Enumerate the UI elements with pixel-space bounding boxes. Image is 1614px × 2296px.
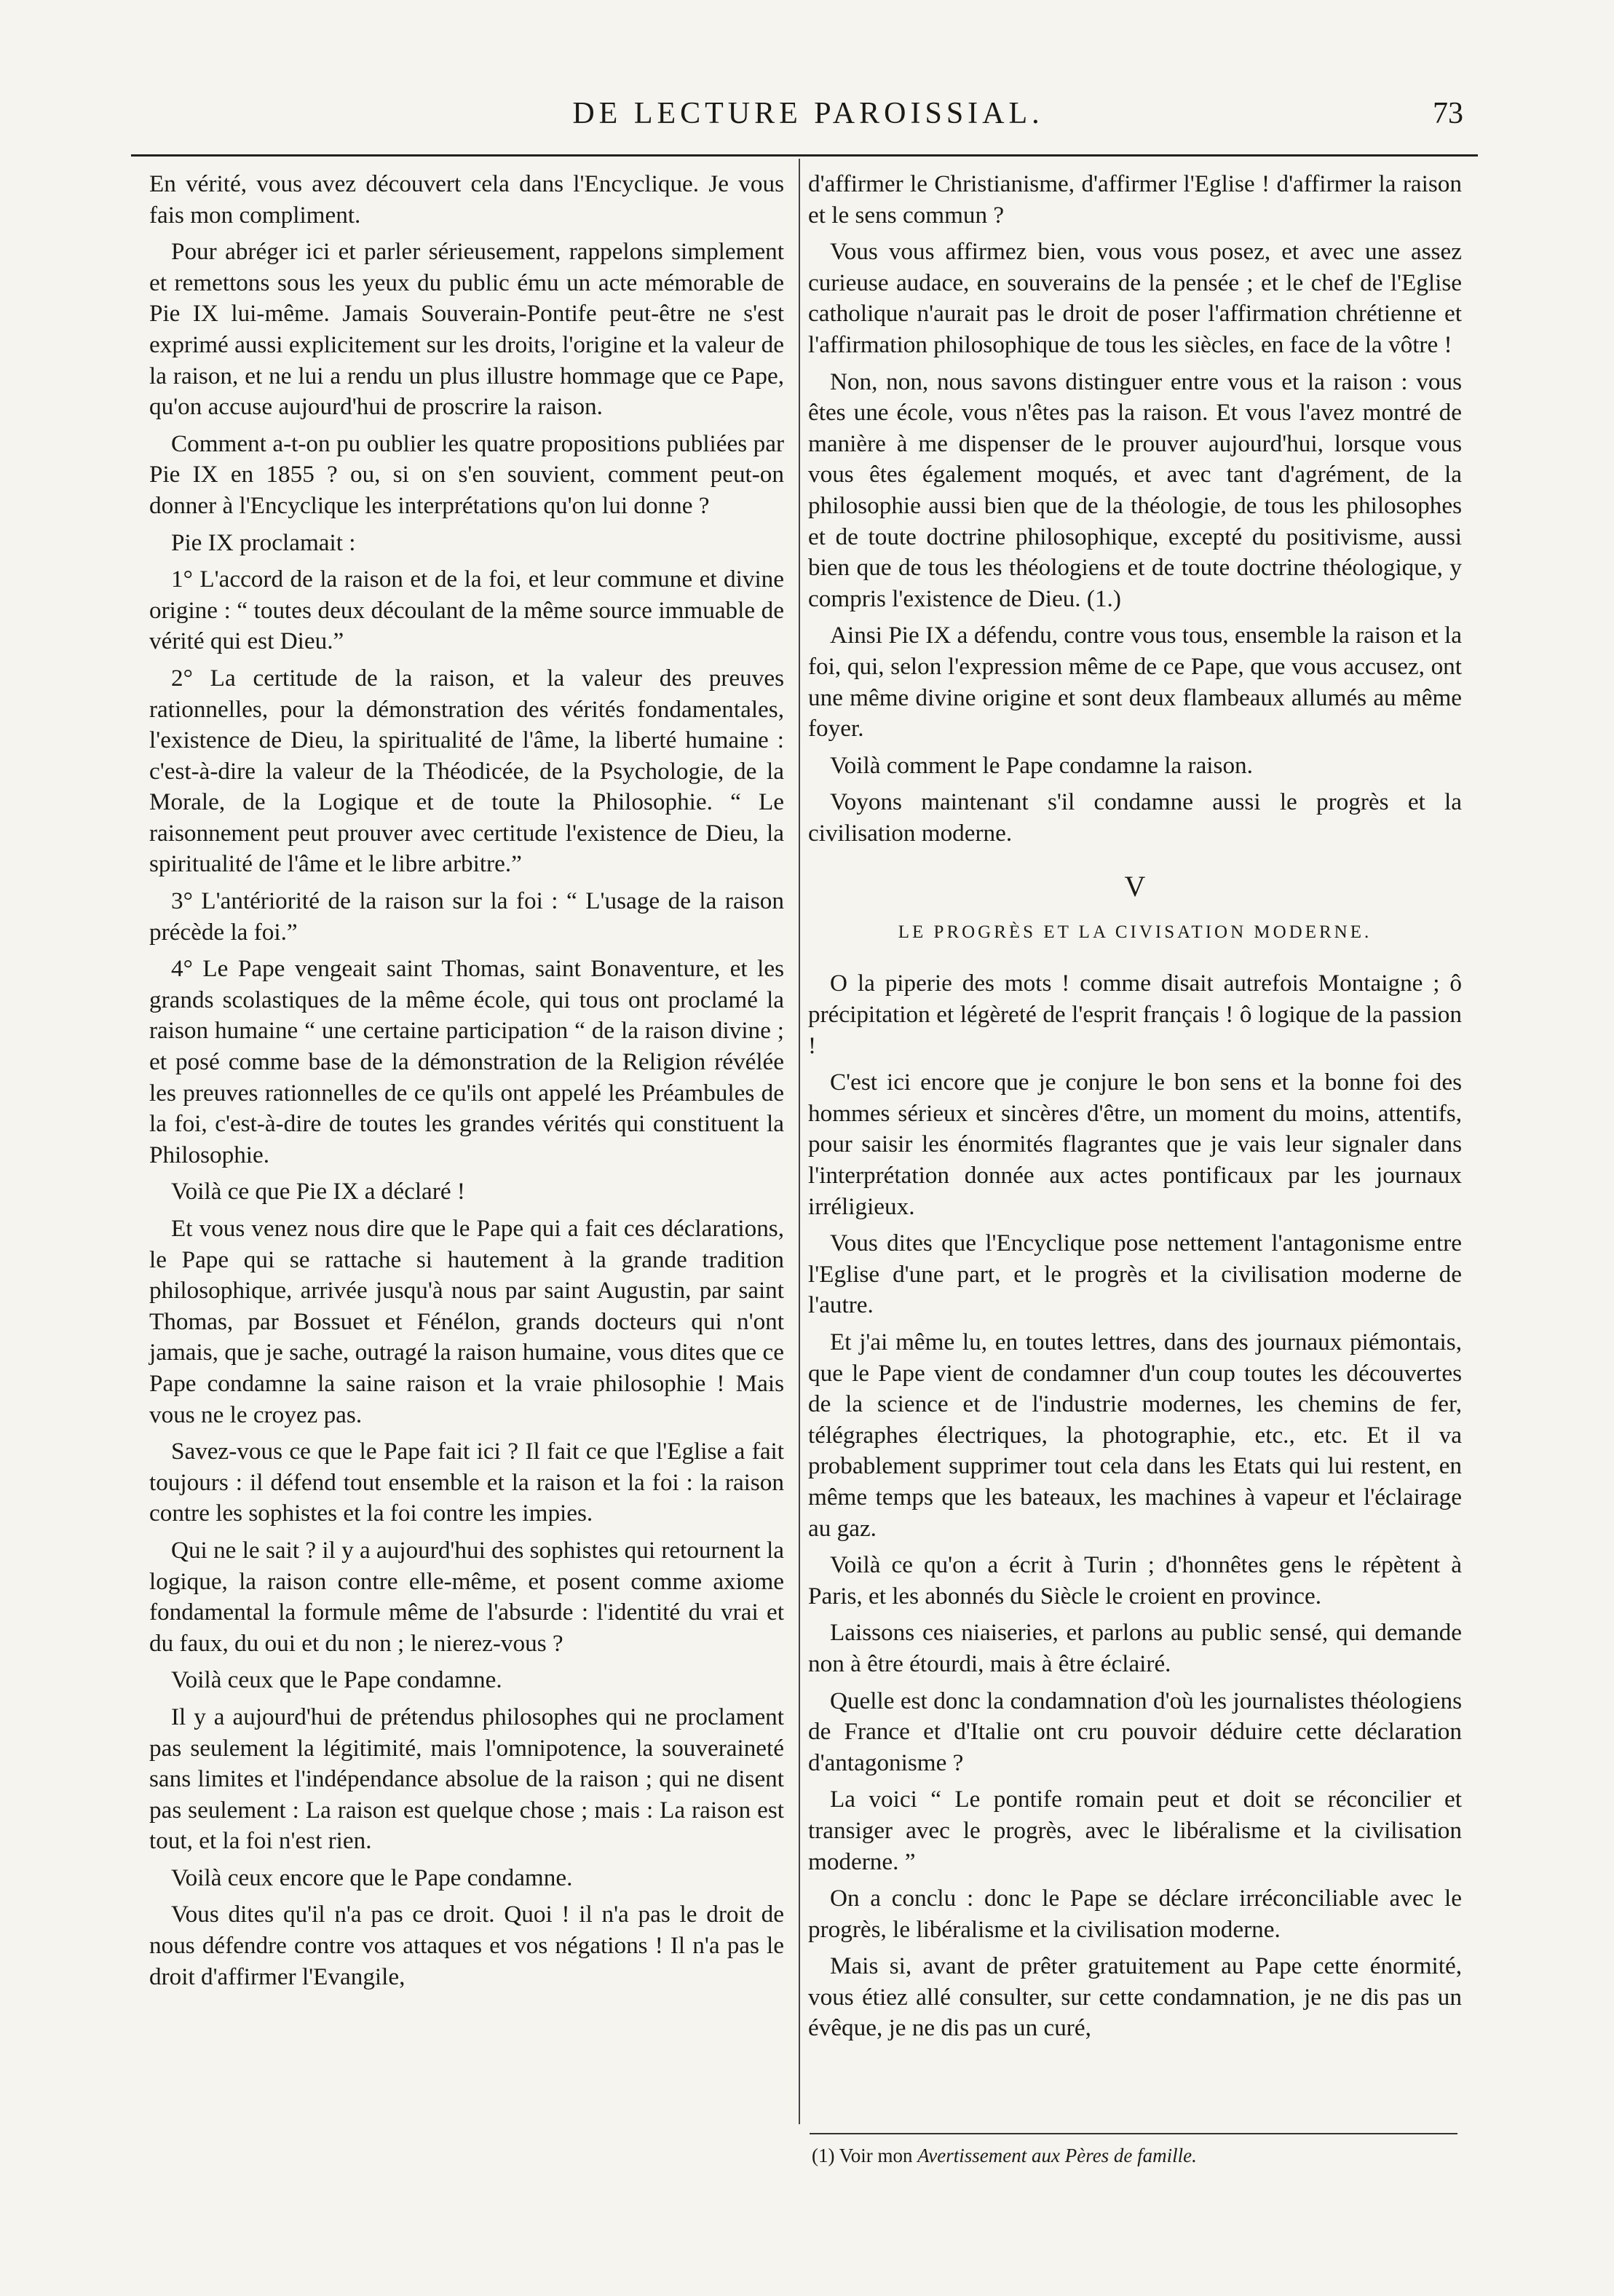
paragraph: Mais si, avant de prêter gratuitement au Pape cette énormité, vous étiez allé consulter, sur cette condamnation, je ne dis pas un évêque, je ne dis pas un curé, (808, 1952, 1462, 2042)
paragraph: Voilà ceux encore que le Pape condamne. (171, 1864, 573, 1891)
paragraph: 2° La certitude de la raison, et la valeur des preuves rationnelles, pour la démonstration des vérités fondamentales, l'existence de Dieu, la spiritualité de l'âme, la liberté humaine : c'est-à-dire la valeur de la Théodicée, de la Psychologie, de la Morale, de la Logique et de toute la Philosophie. “ Le raisonnement peut prouver avec certitude l'existence de Dieu, la spiritualité de l'âme et le libre arbitre.” (149, 664, 784, 878)
paragraph: Ainsi Pie IX a défendu, contre vous tous, ensemble la raison et la foi, qui, selon l'expression même de ce Pape, que vous accusez, ont une même divine origine et sont deux flambeaux allumés au même foyer. (808, 622, 1462, 743)
paragraph: 1° L'accord de la raison et de la foi, et leur commune et divine origine : “ toutes deux découlant de la même source immuable de vérité qui est Dieu.” (149, 566, 784, 655)
paragraph: Pie IX proclamait : (171, 529, 356, 556)
column-divider (799, 159, 800, 2124)
running-head (138, 86, 1478, 144)
left-column (149, 169, 784, 1998)
header-rule (131, 154, 1478, 157)
paragraph: Qui ne le sait ? il y a aujourd'hui des sophistes qui retournent la logique, la raison contre elle-même, et posent comme axiome fondamental la formule même de l'absurde : l'identité du vrai et du faux, du oui et du non ; le nierez-vous ? (149, 1536, 784, 1657)
footnote-title: Avertissement aux Pères de famille. (917, 2145, 1197, 2166)
paragraph: Quelle est donc la condamnation d'où les journalistes théologiens de France et d'Italie ont cru pouvoir déduire cette déclaration d'antagonisme ? (808, 1687, 1462, 1776)
paragraph: Voilà ce que Pie IX a déclaré ! (171, 1178, 465, 1206)
paragraph: Voilà comment le Pape condamne la raison. (830, 751, 1253, 779)
paragraph: En vérité, vous avez découvert cela dans l'Encyclique. Je vous fais mon compliment. (149, 170, 784, 229)
paragraph: Comment a-t-on pu oublier les quatre propositions publiées par Pie IX en 1855 ? ou, si on s'en souvient, comment peut-on donner à l'Encyclique les interprétations qu'on lui donne ? (149, 429, 784, 519)
paragraph: 4° Le Pape vengeait saint Thomas, saint Bonaventure, et les grands scolastiques de la même école, qui tous ont proclamé la raison humaine “ une certaine participation “ de la raison divine ; et posé comme base de la démonstration de la Religion révélée les preuves rationnelles de ce qu'ils ont appelé les Préambules de la foi, c'est-à-dire de toutes les grandes vérités qui constituent la Philosophie. (149, 955, 784, 1168)
left-paragraphs (149, 169, 784, 1992)
paragraph: Laissons ces niaiseries, et parlons au public sensé, qui demande non à être étourdi, mais à être éclairé. (808, 1619, 1462, 1677)
paragraph: d'affirmer le Christianisme, d'affirmer l'Eglise ! d'affirmer la raison et le sens commun ? (808, 170, 1462, 229)
paragraph: Vous dites que l'Encyclique pose nettement l'antagonisme entre l'Eglise d'une part, et le progrès et la civilisation moderne de l'autre. (808, 1230, 1462, 1319)
paragraph: Savez-vous ce que le Pape fait ici ? Il fait ce que l'Eglise a fait toujours : il défend tout ensemble et la raison et la foi : la raison contre les sophistes et la foi contre les impies. (149, 1438, 784, 1527)
footnote-rule (810, 2133, 1457, 2134)
paragraph: Pour abréger ici et parler sérieusement, rappelons simplement et remettons sous les yeux du public ému un acte mémorable de Pie IX lui-même. Jamais Souverain-Pontife peut-être ne s'est exprimé aussi explicitement sur les droits, l'origine et la valeur de la raison, et ne lui a rendu un plus illustre hommage que ce Pape, qu'on accuse aujourd'hui de proscrire la raison. (149, 238, 784, 421)
paragraph: O la piperie des mots ! comme disait autrefois Montaigne ; ô précipitation et légèreté de l'esprit français ! ô logique de la passion ! (808, 970, 1462, 1059)
paragraph: On a conclu : donc le Pape se déclare irréconciliable avec le progrès, le libéralisme et la civilisation moderne. (808, 1885, 1462, 1943)
section-title: LE PROGRÈS ET LA CIVISATION MODERNE. (898, 922, 1372, 943)
running-title: DE LECTURE PAROISSIAL. (572, 97, 1044, 130)
paragraph: La voici “ Le pontife romain peut et doit se réconcilier et transiger avec le progrès, avec le libéralisme et la civilisation moderne. ” (808, 1786, 1462, 1875)
paragraph: Voyons maintenant s'il condamne aussi le progrès et la civilisation moderne. (808, 788, 1462, 847)
paragraph: Voilà ce qu'on a écrit à Turin ; d'honnêtes gens le répètent à Paris, et les abonnés du Siècle le croient en province. (808, 1551, 1462, 1610)
paragraph: Vous vous affirmez bien, vous vous posez, et avec une assez curieuse audace, en souverains de la pensée ; et le chef de l'Eglise catholique n'aurait pas le droit de poser l'affirmation chrétienne et l'affirmation philosophique de tous les siècles, en face de la vôtre ! (808, 238, 1462, 358)
right-column (808, 169, 1462, 2050)
paragraph: Il y a aujourd'hui de prétendus philosophes qui ne proclament pas seulement la légitimité, mais l'omnipotence, la souveraineté sans limites et l'indépendance absolue de la raison ; qui ne disent pas seulement : La raison est quelque chose ; mais : La raison est tout, et la foi n'est rien. (149, 1703, 784, 1855)
paragraph: 3° L'antériorité de la raison sur la foi : “ L'usage de la raison précède la foi.” (149, 887, 784, 946)
footnote (812, 2143, 1460, 2168)
section-numeral: V (1124, 870, 1146, 903)
paragraph: Vous dites qu'il n'a pas ce droit. Quoi ! il n'a pas le droit de nous défendre contre vos attaques et vos négations ! Il n'a pas le droit d'affirmer l'Evangile, (149, 1901, 784, 1990)
paragraph: Voilà ceux que le Pape condamne. (171, 1666, 502, 1694)
right-paragraphs-bottom (808, 968, 1462, 2044)
paragraph: C'est ici encore que je conjure le bon sens et la bonne foi des hommes sérieux et sincères d'être, un moment du moins, attentifs, pour saisir les énormités flagrantes que je vais leur signaler dans l'interprétation donnée aux actes pontificaux par les journaux irréligieux. (808, 1069, 1462, 1220)
paragraph: Non, non, nous savons distinguer entre vous et la raison : vous êtes une école, vous n'êtes pas la raison. Et vous l'avez montré de manière à me dispenser de le prouver aujourd'hui, lorsque vous vous êtes également moqués, et avec tant d'agrément, de la philosophie aussi bien que de la théologie, de tous les philosophes et de toute doctrine philosophique, excepté du positivisme, aussi bien que de tous les théologiens et de toute doctrine théologique, y compris l'existence de Dieu. (1.) (808, 368, 1462, 612)
paragraph: Et vous venez nous dire que le Pape qui a fait ces déclarations, le Pape qui se rattache si hautement à la grande tradition philosophique, arrivée jusqu'à nous par saint Augustin, par saint Thomas, par Bossuet et Fénélon, grands docteurs qui n'ont jamais, que je sache, outragé la raison humaine, vous dites que ce Pape condamne la saine raison et la vraie philosophie ! Mais vous ne le croyez pas. (149, 1215, 784, 1428)
footnote-marker: (1) Voir mon (812, 2145, 913, 2166)
paragraph: Et j'ai même lu, en toutes lettres, dans des journaux piémontais, que le Pape vient de condamner d'un coup toutes les découvertes de la science et de l'industrie modernes, les chemins de fer, télégraphes électriques, la photographie, etc., etc. Et il va probablement supprimer tout cela dans les Etats qui lui restent, en même temps que les bateaux, les machines à vapeur et l'éclairage au gaz. (808, 1329, 1462, 1542)
right-paragraphs-top (808, 169, 1462, 849)
page-number: 73 (1433, 97, 1463, 130)
